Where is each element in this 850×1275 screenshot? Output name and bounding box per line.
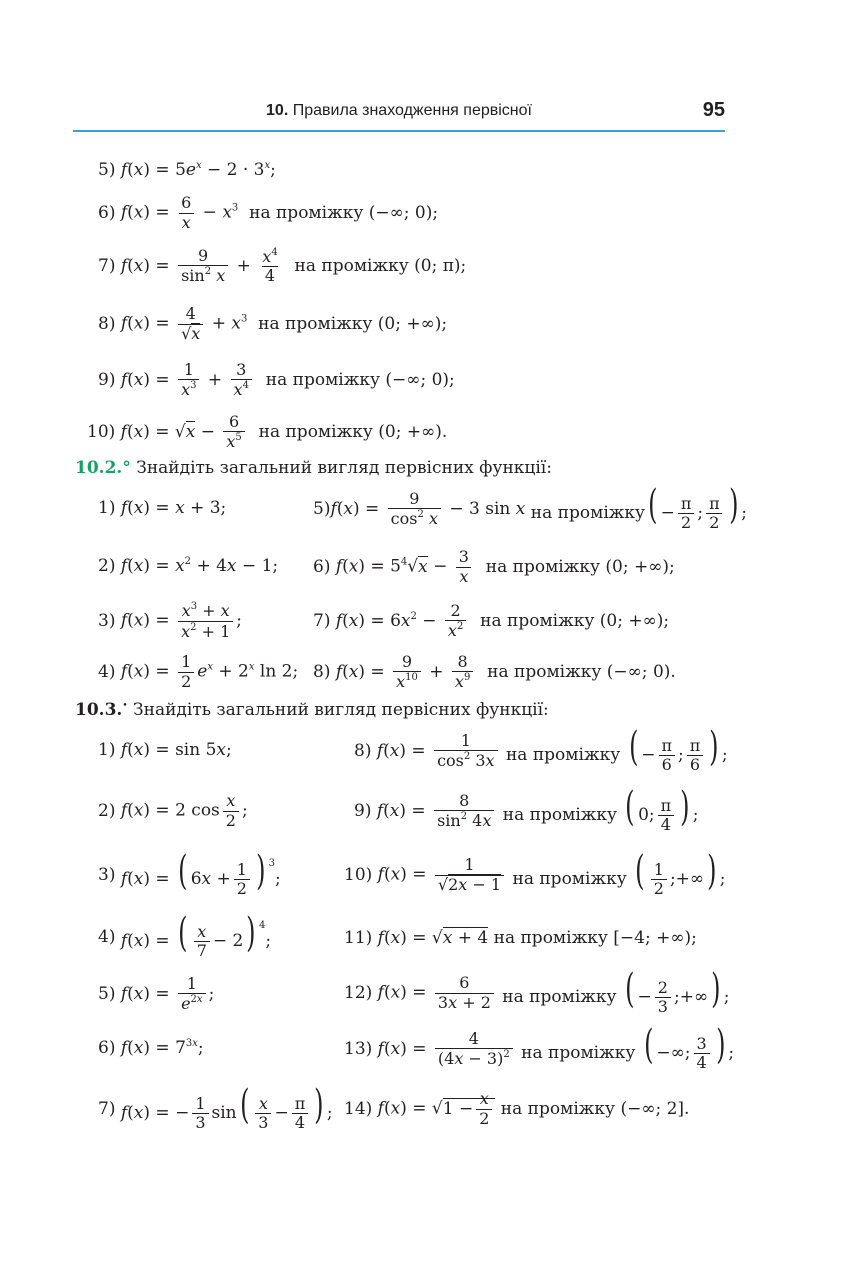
item-number: 7): [313, 611, 331, 631]
formula: f(x) = √1 − $\frac{x}{2}$: [378, 1090, 496, 1128]
item-number: 1): [98, 498, 116, 518]
ex10-2-heading: [75, 458, 552, 478]
ex10-3-item-5: [98, 970, 214, 1018]
interval: на проміжку ( − $\frac{\pi}{6}$ ; $\frac{\pi}{6}$ ) ;: [500, 724, 728, 775]
formula: f(x) = $\frac{1}{e^{2x}}$ ;: [120, 973, 215, 1013]
formula: f(x) = $\frac{8}{\sin^2 4x}$: [377, 792, 498, 831]
page-header: [73, 98, 725, 132]
formula: f(x) = √x + 4: [377, 928, 489, 948]
formula: $f(x) = 5^4√x$ − $\frac{3}{x}$: [336, 548, 475, 586]
interval: на проміжку( − $\frac{\pi}{2}$ ; $\frac{\pi}{2}$ ) ;: [525, 482, 747, 533]
interval: на проміжку (−∞; 2].: [500, 1099, 690, 1119]
item-number: 2): [98, 556, 116, 576]
item-number: 5): [313, 499, 331, 519]
formula: $f(x) = 6x^2$ − $\frac{2}{x^2}$: [336, 602, 469, 641]
ex10-2-item-4: [98, 648, 298, 696]
interval: на проміжку ( − $\frac{2}{3}$ ;+∞) ;: [496, 966, 730, 1017]
ex10-3-item-2: [98, 788, 248, 834]
item-number: 8): [313, 662, 331, 682]
item-number: 1): [98, 740, 116, 760]
interval: на проміжку (0; +∞);: [258, 314, 448, 334]
item-number: 13): [344, 1039, 373, 1059]
exercise-title: Знайдіть загальний вигляд первісних функції:: [136, 458, 552, 478]
exercise-title: Знайдіть загальний вигляд первісних функції:: [133, 700, 549, 720]
formula: f(x) = x + 3;: [120, 498, 227, 518]
item-number: 8): [98, 314, 116, 334]
item-number: 6): [98, 203, 116, 223]
formula: f(x) = sin 5x;: [120, 740, 232, 760]
item-number: 10): [87, 422, 116, 442]
item-number: 12): [344, 983, 373, 1003]
ex10-1-item-7: [98, 242, 466, 290]
item-number: 10): [344, 865, 373, 885]
interval: на проміжку (−∞; 0);: [249, 203, 439, 223]
ex10-2-item-2: [98, 546, 278, 586]
interval: на проміжку (−∞; 0);: [265, 370, 455, 390]
formula: f(x) = $\frac{1}{\cos^2 3x}$: [377, 732, 501, 771]
exercise-number: 10.3.: [75, 700, 123, 720]
formula: f(x) = ( $\frac{x}{7}$ − 2) $^4$;: [120, 910, 272, 961]
exercise-number: 10.2.°: [75, 458, 131, 478]
item-number: 5): [98, 160, 116, 180]
interval: на проміжку [−4; +∞);: [493, 928, 697, 948]
formula: f(x) = 2 cos $\frac{x}{2}$ ;: [120, 791, 248, 830]
item-number: 6): [313, 557, 331, 577]
item-number: 4): [98, 662, 116, 682]
formula: $f(x) = 7^{3x}$;: [120, 1038, 204, 1058]
chapter-number: 10.: [266, 102, 289, 119]
interval: на проміжку (0; +∞);: [480, 611, 670, 631]
ex10-3-item-9: [354, 786, 698, 836]
item-number: 6): [98, 1038, 116, 1058]
ex10-3-heading: 10.3.• Знайдіть загальний вигляд первісних функції:: [75, 700, 549, 720]
formula: f(x) = $\frac{x^3 + x}{x^2 + 1}$ ;: [120, 601, 242, 641]
ex10-2-item-3: [98, 596, 242, 646]
formula: f(x) = $\frac{1}{x^3}$ + $\frac{3}{x^4}$: [121, 361, 255, 400]
formula: f(x) = − $\frac{1}{3}$ sin( $\frac{x}{3}$ − $\frac{\pi}{4}$ ) ;: [120, 1082, 333, 1133]
ex10-2-item-6: [313, 543, 675, 591]
ex10-3-item-13: [344, 1024, 734, 1074]
chapter-title: [73, 102, 725, 120]
ex10-2-item-1: [98, 488, 226, 528]
item-number: 3): [98, 865, 116, 885]
ex10-2-item-7: [313, 597, 669, 645]
ex10-1-item-5: [98, 150, 276, 190]
item-number: 9): [354, 801, 372, 821]
formula: $f(x) = x^2 + 4x - 1$;: [120, 556, 279, 576]
interval: на проміжку (−∞; 0).: [487, 662, 676, 682]
item-number: 7): [98, 256, 116, 276]
interval: на проміжку ( 0; $\frac{\pi}{4}$ ) ;: [497, 784, 699, 835]
item-number: 11): [344, 928, 373, 948]
formula: f(x) = $\frac{9}{\sin^2 x}$ + $\frac{x^4}{4}$: [120, 245, 278, 285]
interval: на проміжку (0; +∞).: [258, 422, 448, 442]
ex10-3-item-3: [98, 848, 281, 902]
ex10-1-item-6: [98, 190, 438, 236]
formula: f(x) = $\frac{9}{x^{10}}$ + $\frac{8}{x^9}$: [336, 653, 476, 692]
interval: на проміжку ( $\frac{1}{2}$ ;+∞) ;: [507, 848, 726, 899]
ex10-3-item-10: [344, 850, 725, 900]
formula: f(x) = $\frac{6}{x}$ − $x^3$: [120, 193, 239, 232]
item-number: 4): [98, 927, 116, 947]
interval: на проміжку ( −∞; $\frac{3}{4}$ ) ;: [515, 1022, 735, 1073]
interval: на проміжку (0; π);: [294, 256, 467, 276]
ex10-3-item-7: [98, 1084, 333, 1134]
chapter-title-text: Правила знаходження первісної: [292, 102, 532, 119]
item-number: 14): [344, 1099, 373, 1119]
ex10-2-item-5: [313, 484, 747, 534]
item-number: 8): [354, 741, 372, 761]
ex10-3-item-1: [98, 730, 232, 770]
ex10-1-item-9: [98, 356, 455, 404]
item-number: 5): [98, 984, 116, 1004]
ex10-3-item-4: [98, 910, 271, 964]
page-number: 95: [702, 99, 725, 121]
formula: f(x) = $\frac{6}{3x + 2}$: [378, 974, 497, 1012]
formula: f(x) = $\frac{1}{2}$ $e^x + 2^x$ ln 2;: [120, 652, 299, 691]
formula: f(x) = $\frac{9}{\cos^2 x}$ − 3 sin x: [330, 488, 526, 528]
ex10-3-item-8: [354, 726, 728, 776]
interval: на проміжку (0; +∞);: [485, 557, 675, 577]
ex10-3-item-14: [344, 1084, 689, 1134]
item-number: 7): [98, 1099, 116, 1119]
ex10-2-item-8: [313, 648, 676, 696]
ex10-3-item-12: [344, 968, 729, 1018]
ex10-3-item-11: [344, 918, 697, 958]
formula: $f(x) = 5e^x - 2 \cdot 3^x$;: [120, 160, 276, 180]
formula: f(x) = $\frac{4}{(4x - 3)^2}$: [378, 1030, 516, 1069]
formula: f(x) = √x − $\frac{6}{x^5}$: [121, 413, 248, 452]
formula: f(x) = $\frac{4}{√x}$ + $x^3$: [120, 304, 248, 343]
formula: f(x) = ( 6x + $\frac{1}{2}$ ) $^3$;: [120, 848, 281, 899]
item-number: 2): [98, 801, 116, 821]
ex10-1-item-8: [98, 300, 447, 348]
ex10-1-item-10: [87, 408, 447, 456]
formula: f(x) = $\frac{1}{√2x - 1}$: [378, 856, 507, 894]
item-number: 9): [98, 370, 116, 390]
item-number: 3): [98, 611, 116, 631]
ex10-3-item-6: [98, 1028, 204, 1068]
